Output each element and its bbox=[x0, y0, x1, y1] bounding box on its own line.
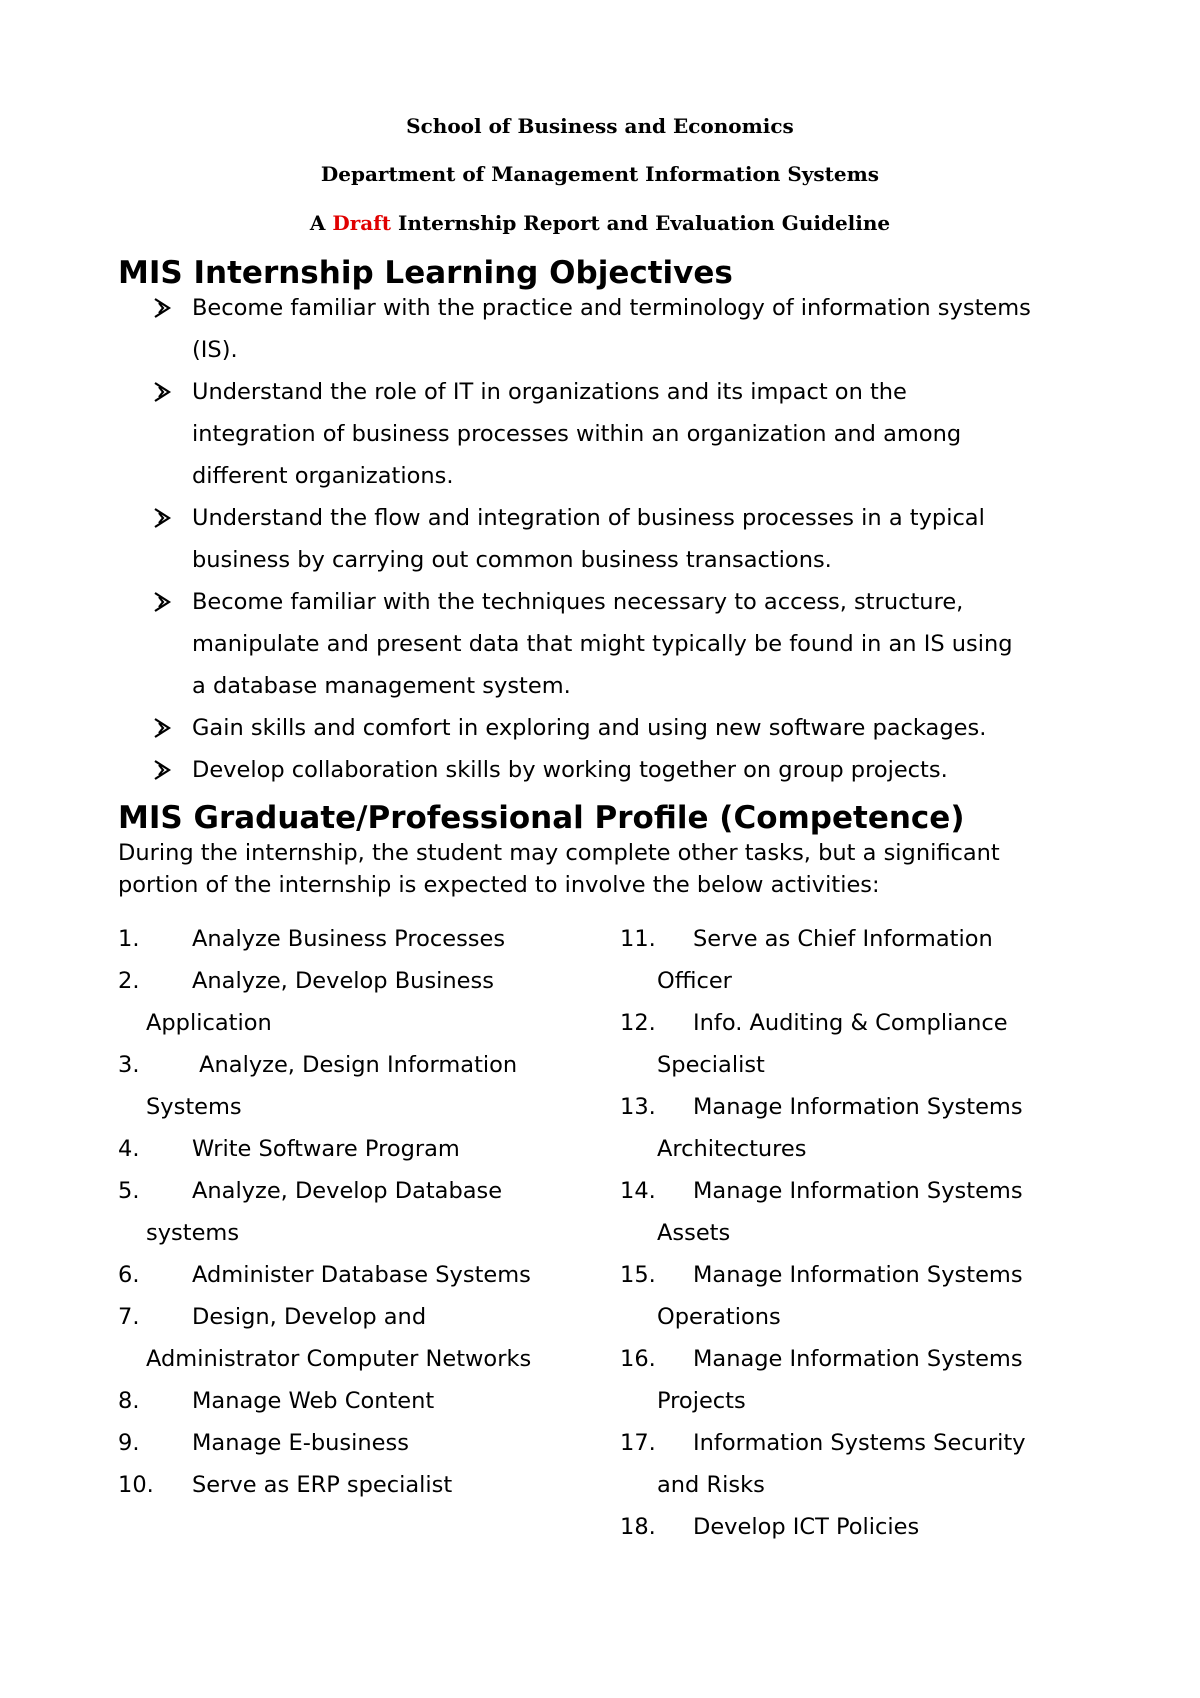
arrow-bullet-icon bbox=[152, 581, 174, 623]
objective-text: Understand the role of IT in organizations and its impact on the integration of business processes within an organization and among different organizations. bbox=[192, 379, 962, 489]
arrow-bullet-icon bbox=[152, 707, 174, 749]
competence-number: 15. bbox=[620, 1262, 656, 1288]
competence-number: 7. bbox=[118, 1304, 140, 1330]
competence-text-continued: Architectures bbox=[657, 1136, 807, 1162]
competence-number: 6. bbox=[118, 1262, 140, 1288]
department-title: Department of Management Information Systems bbox=[320, 162, 880, 186]
competence-text: Analyze, Design Information bbox=[192, 1052, 518, 1078]
competence-text: Manage Information Systems bbox=[693, 1178, 1023, 1204]
competence-number: 3. bbox=[118, 1052, 140, 1078]
arrow-bullet-icon bbox=[152, 749, 174, 791]
competence-text-continued: and Risks bbox=[657, 1472, 765, 1498]
competence-text: Write Software Program bbox=[192, 1136, 460, 1162]
profile-intro bbox=[118, 837, 1118, 901]
objective-text: Become familiar with the practice and terminology of information systems (IS). bbox=[192, 295, 1031, 363]
arrow-bullet-icon bbox=[152, 497, 174, 539]
competence-text-continued: Projects bbox=[657, 1388, 746, 1414]
competence-number: 13. bbox=[620, 1094, 656, 1120]
competence-text: Administer Database Systems bbox=[192, 1262, 531, 1288]
profile-heading: MIS Graduate/Professional Profile (Competence) bbox=[118, 800, 965, 836]
competence-number: 5. bbox=[118, 1178, 140, 1204]
draft-highlight: Draft bbox=[332, 211, 392, 235]
objective-text: Understand the flow and integration of business processes in a typical business by carrying out common business transactions. bbox=[192, 505, 985, 573]
competence-text-continued: Operations bbox=[657, 1304, 781, 1330]
competence-number: 16. bbox=[620, 1346, 656, 1372]
objective-text: Become familiar with the techniques necessary to access, structure, manipulate and present data that might typically be found in an IS using a database management system. bbox=[192, 589, 1013, 699]
objectives-heading: MIS Internship Learning Objectives bbox=[118, 255, 733, 291]
competence-number: 14. bbox=[620, 1178, 656, 1204]
competence-text: Serve as ERP specialist bbox=[192, 1472, 453, 1498]
competence-text: Analyze Business Processes bbox=[192, 926, 506, 952]
competence-number: 2. bbox=[118, 968, 140, 994]
competence-text: Information Systems Security bbox=[693, 1430, 1026, 1456]
profile-intro-line-2: portion of the internship is expected to involve the below activities: bbox=[118, 872, 880, 898]
competence-text: Design, Develop and bbox=[192, 1304, 427, 1330]
competence-text: Manage Information Systems bbox=[693, 1262, 1023, 1288]
competence-number: 18. bbox=[620, 1514, 656, 1540]
competence-text: Manage Information Systems bbox=[693, 1346, 1023, 1372]
competence-text: Manage E-business bbox=[192, 1430, 409, 1456]
competence-number: 9. bbox=[118, 1430, 140, 1456]
competence-text: Info. Auditing & Compliance bbox=[693, 1010, 1008, 1036]
objective-text: Develop collaboration skills by working together on group projects. bbox=[192, 757, 948, 783]
competence-text: Analyze, Develop Database bbox=[192, 1178, 503, 1204]
document-title bbox=[0, 211, 1200, 235]
competence-text: Manage Web Content bbox=[192, 1388, 435, 1414]
competence-number: 1. bbox=[118, 926, 140, 952]
arrow-bullet-icon bbox=[152, 371, 174, 413]
competence-number: 11. bbox=[620, 926, 656, 952]
competence-number: 8. bbox=[118, 1388, 140, 1414]
competence-number: 17. bbox=[620, 1430, 656, 1456]
competence-text-continued: Specialist bbox=[657, 1052, 765, 1078]
competence-number: 4. bbox=[118, 1136, 140, 1162]
competence-text-continued: Assets bbox=[657, 1220, 731, 1246]
school-title: School of Business and Economics bbox=[406, 114, 794, 138]
competence-text-continued: systems bbox=[146, 1220, 240, 1246]
competence-text-continued: Application bbox=[146, 1010, 272, 1036]
title-prefix: A bbox=[309, 211, 333, 235]
arrow-bullet-icon bbox=[152, 287, 174, 329]
competence-text: Analyze, Develop Business bbox=[192, 968, 494, 994]
competence-text-continued: Administrator Computer Networks bbox=[146, 1346, 532, 1372]
competence-number: 10. bbox=[118, 1472, 154, 1498]
competence-text: Develop ICT Policies bbox=[693, 1514, 920, 1540]
competence-text-continued: Systems bbox=[146, 1094, 242, 1120]
competence-number: 12. bbox=[620, 1010, 656, 1036]
title-suffix: Internship Report and Evaluation Guideline bbox=[391, 211, 891, 235]
competence-text: Serve as Chief Information bbox=[693, 926, 993, 952]
objective-text: Gain skills and comfort in exploring and using new software packages. bbox=[192, 715, 987, 741]
competence-text: Manage Information Systems bbox=[693, 1094, 1023, 1120]
profile-intro-line-1: During the internship, the student may complete other tasks, but a significant bbox=[118, 840, 1000, 866]
competence-text-continued: Officer bbox=[657, 968, 732, 994]
